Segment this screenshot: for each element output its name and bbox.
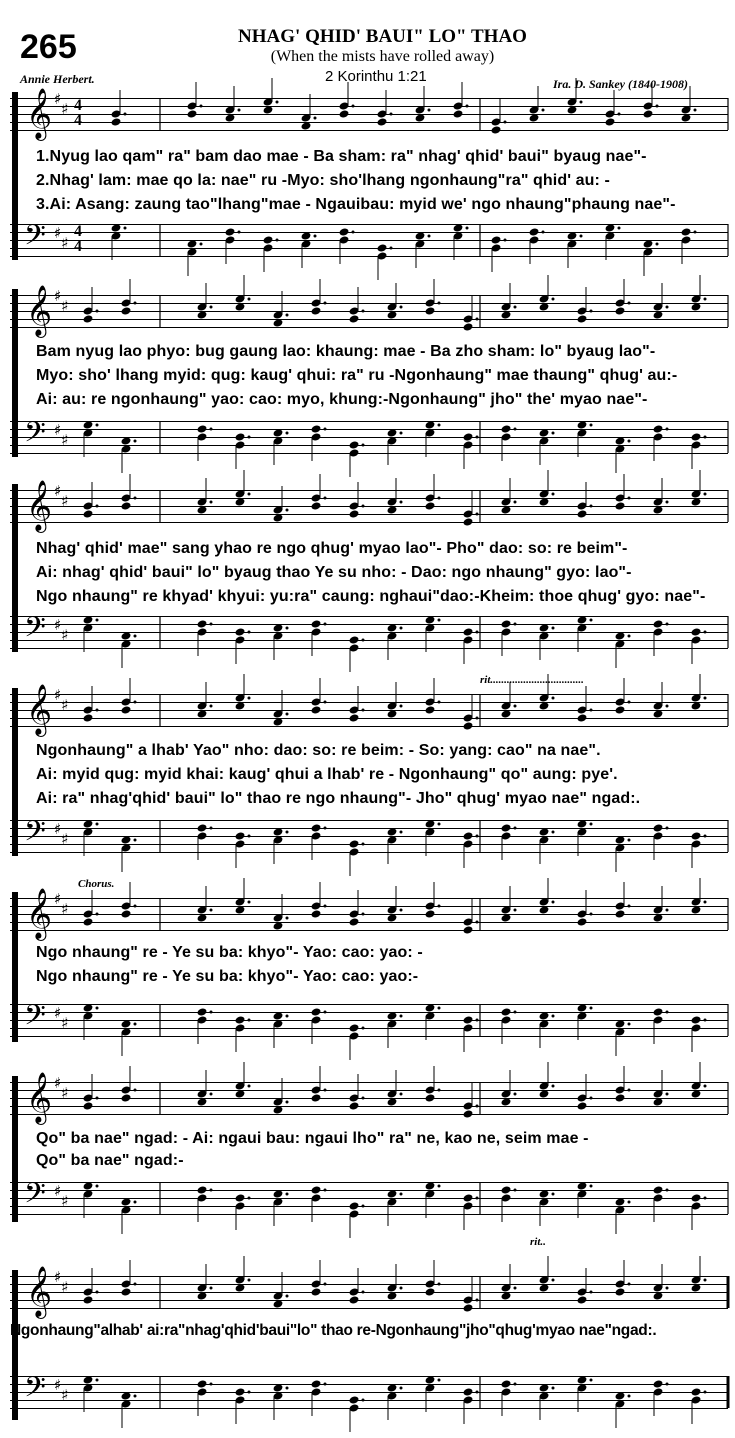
- treble-clef-icon: 𝄞: [26, 888, 53, 939]
- ritardando-mark: rit..................................: [480, 674, 584, 686]
- lyric-line: Myo: sho' lhang myid: qug: kaug' qhui: ra" ru -Ngonhaung" mae thaung" qhug' au:-: [36, 367, 678, 384]
- key-signature-icon: ♯♯: [54, 890, 69, 918]
- hymn-number: 265: [20, 28, 77, 66]
- hymn-title: NHAG' QHID' BAUI" LO" THAO: [238, 26, 527, 47]
- time-signature: 4 4: [74, 223, 82, 256]
- lyric-line: Ai: au: re ngonhaung" yao: cao: myo, khung:-Ngonhaung" jho" the' myao nae"-: [36, 391, 648, 408]
- lyric-line: Ai: nhag' qhid' baui" lo" byaug thao Ye su nho: - Dao: ngo nhaung" gyo: lao"-: [36, 564, 632, 581]
- lyric-line: Ai: ra" nhag'qhid' baui" lo" thao re ngo nhaung"- Jho" qhug' myao nae" ngad:.: [36, 790, 641, 807]
- key-signature-icon: ♯♯: [54, 1004, 69, 1032]
- composer-credit: Ira. D. Sankey (1840-1908): [553, 77, 688, 91]
- key-signature-icon: ♯♯: [54, 1182, 69, 1210]
- key-signature-icon: ♯♯: [54, 224, 69, 252]
- notes-drawing: [10, 482, 728, 662]
- hymn-subtitle: (When the mists have rolled away): [270, 48, 495, 65]
- notes-drawing: [10, 1232, 728, 1432]
- notes-drawing: [10, 90, 728, 270]
- bass-clef-icon: 𝄢: [24, 611, 46, 651]
- key-signature-icon: ♯♯: [54, 421, 69, 449]
- scripture-reference: 2 Korinthu 1:21: [325, 68, 427, 85]
- key-signature-icon: ♯♯: [54, 90, 69, 118]
- lyric-line: Nhag' qhid' mae" sang yhao re ngo qhug' myao lao"- Pho" dao: so: re beim"-: [36, 540, 628, 557]
- time-signature: 4 4: [74, 97, 82, 130]
- treble-clef-icon: 𝄞: [26, 88, 53, 139]
- treble-clef-icon: 𝄞: [26, 1072, 53, 1123]
- key-signature-icon: ♯♯: [54, 686, 69, 714]
- music-system-2: [10, 287, 728, 467]
- music-system-7: [10, 1232, 728, 1432]
- bass-clef-icon: 𝄢: [24, 1371, 46, 1411]
- notes-drawing: [10, 876, 728, 1051]
- bass-clef-icon: 𝄢: [24, 999, 46, 1039]
- music-system-4: [10, 668, 728, 858]
- music-system-3: [10, 482, 728, 662]
- key-signature-icon: ♯♯: [54, 820, 69, 848]
- lyric-line: Ngonhaung"alhab' ai:ra"nhag'qhid'baui"lo" thao re-Ngonhaung"jho"qhug'myao nae"ngad:.: [10, 1322, 657, 1339]
- lyric-line: Bam nyug lao phyo: bug gaung lao: khaung: mae - Ba zho sham: lo" byaug lao"-: [36, 343, 656, 360]
- lyric-line: Ai: myid qug: myid khai: kaug' qhui a lhab' re - Ngonhaung" qo" aung: pye'.: [36, 766, 618, 783]
- lyric-line: Ngo nhaung" re - Ye su ba: khyo"- Yao: cao: yao: -: [36, 944, 423, 961]
- key-signature-icon: ♯♯: [54, 616, 69, 644]
- lyric-line: Qo" ba nae" ngad:-: [36, 1152, 184, 1169]
- bass-clef-icon: 𝄢: [24, 1177, 46, 1217]
- music-system-6: [10, 1062, 728, 1222]
- key-signature-icon: ♯♯: [54, 1268, 69, 1296]
- lyricist-credit: Annie Herbert.: [20, 72, 95, 86]
- notes-drawing: [10, 1062, 728, 1222]
- bass-clef-icon: 𝄢: [24, 416, 46, 456]
- lyric-line: Ngo nhaung" re khyad' khyui: yu:ra" caung: nghaui"dao:-Kheim: thoe qhug' gyo: nae"-: [36, 588, 706, 605]
- bass-clef-icon: 𝄢: [24, 815, 46, 855]
- music-system-5: [10, 876, 728, 1051]
- lyric-line: 3.Ai: Asang: zaung tao"lhang"mae - Ngauibau: myid we' ngo nhaung"phaung nae"-: [36, 196, 676, 213]
- treble-clef-icon: 𝄞: [26, 1266, 53, 1317]
- chorus-label: Chorus.: [78, 878, 115, 890]
- music-system-1: [10, 90, 728, 270]
- lyric-line: Ngonhaung" a lhab' Yao" nho: dao: so: re beim: - So: yang: cao" na nae".: [36, 742, 601, 759]
- key-signature-icon: ♯♯: [54, 1376, 69, 1404]
- key-signature-icon: ♯♯: [54, 287, 69, 315]
- lyric-line: 1.Nyug lao qam" ra" bam dao mae - Ba sham: ra" nhag' qhid' baui" byaug nae"-: [36, 148, 647, 165]
- treble-clef-icon: 𝄞: [26, 480, 53, 531]
- lyric-line: 2.Nhag' lam: mae qo la: nae" ru -Myo: sho'lhang ngonhaung"ra" qhid' au: -: [36, 172, 610, 189]
- treble-clef-icon: 𝄞: [26, 684, 53, 735]
- key-signature-icon: ♯♯: [54, 1074, 69, 1102]
- lyric-line: Qo" ba nae" ngad: - Ai: ngaui bau: ngaui lho" ra" ne, kao ne, seim mae -: [36, 1130, 589, 1147]
- bass-clef-icon: 𝄢: [24, 219, 46, 259]
- notes-drawing: [10, 287, 728, 467]
- notes-drawing: [10, 668, 728, 858]
- ritardando-mark: rit..: [530, 1236, 546, 1248]
- key-signature-icon: ♯♯: [54, 482, 69, 510]
- treble-clef-icon: 𝄞: [26, 285, 53, 336]
- lyric-line: Ngo nhaung" re - Ye su ba: khyo"- Yao: cao: yao:-: [36, 968, 419, 985]
